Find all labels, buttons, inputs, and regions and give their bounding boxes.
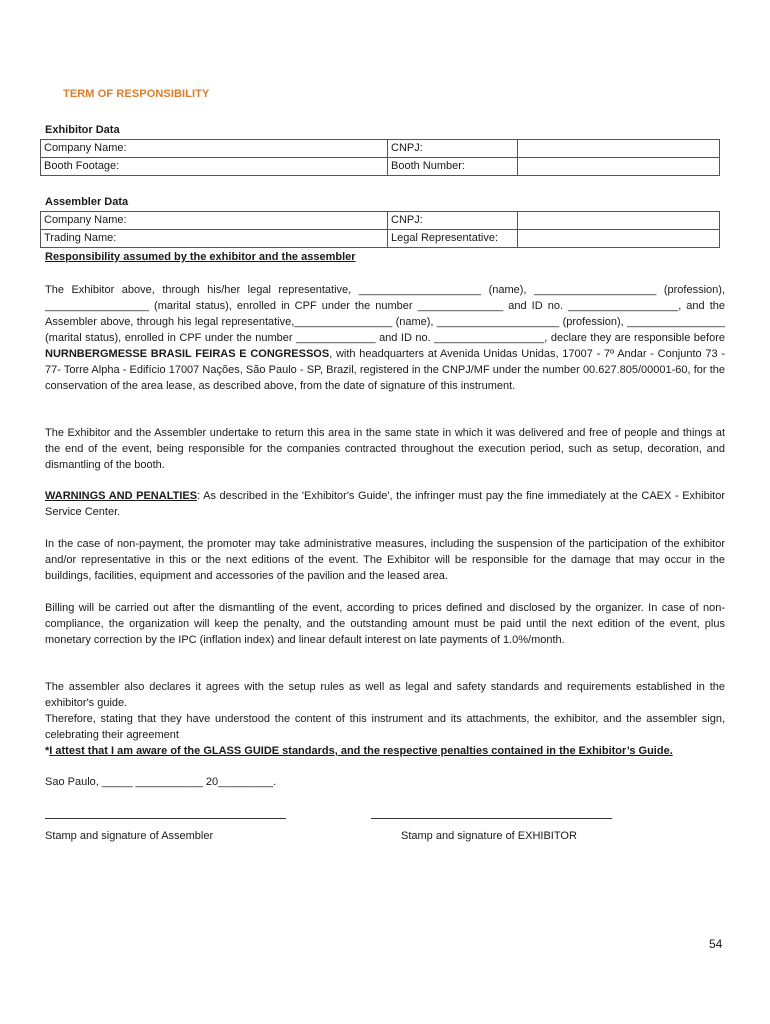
table-row [41,230,720,248]
attest-star: * [45,745,50,757]
assembler-legal-representative-label: Legal Representative: [388,230,518,248]
non-payment-paragraph: In the case of non-payment, the promoter may take administrative measures, including the suspension of the participation of the exhibitor and/or representative in this or the next editions of the event. The Exhibitor will be responsible for the damage that may occur in the buildings, facilities, equipment and accessories of the pavilion and the leased area. [45,538,725,582]
exhibitor-company-name-label: Company Name: [41,140,388,158]
table-row [41,158,720,176]
assembler-signature-line[interactable] [45,818,286,819]
assembler-signature-label: Stamp and signature of Assembler [45,830,214,842]
page-title: TERM OF RESPONSIBILITY [63,88,210,100]
assembler-legal-representative-field[interactable] [518,230,720,248]
attestation-line [45,743,725,759]
exhibitor-booth-number-field[interactable] [518,158,720,176]
assembler-cnpj-field[interactable] [518,212,720,230]
return-area-paragraph: The Exhibitor and the Assembler undertake to return this area in the same state in which it was delivered and free of people and things at the end of the event, being responsible for the companies contracted throughout the execution period, such as setup, decoration, and dismantling of the booth. [45,427,725,471]
agreement-line-1: The assembler also declares it agrees with the setup rules as well as legal and safety standards and requirements established in the exhibitor's guide. [45,681,725,709]
exhibitor-data-heading: Exhibitor Data [45,124,120,136]
exhibitor-signature-line[interactable] [371,818,612,819]
agreement-line-2: Therefore, stating that they have understood the content of this instrument and its attachments, the exhibitor, and the assembler sign, celebrating their agreement [45,713,725,741]
attestation-text: I attest that I am aware of the GLASS GUIDE standards, and the respective penalties contained in the Exhibitor’s Guide. [49,745,673,757]
exhibitor-cnpj-label: CNPJ: [388,140,518,158]
assembler-data-heading: Assembler Data [45,196,129,208]
agreement-paragraph [45,679,725,759]
exhibitor-booth-number-label: Booth Number: [388,158,518,176]
exhibitor-booth-footage-label: Booth Footage: [41,158,388,176]
exhibitor-cnpj-field[interactable] [518,140,720,158]
company-name-bold: NURNBERGMESSE BRASIL FEIRAS E CONGRESSOS [45,348,330,360]
responsibility-heading: Responsibility assumed by the exhibitor and the assembler [45,251,356,263]
declaration-paragraph [45,282,725,394]
table-row [41,140,720,158]
billing-paragraph: Billing will be carried out after the dismantling of the event, according to prices defined and disclosed by the organizer. In case of non-compliance, the organization will keep the penalty, and the outstanding amount must be paid until the next edition of the event, plus monetary correction by the IPC (inflation index) and linear default interest on late payments of 1.0%/month. [45,602,725,646]
warnings-label: WARNINGS AND PENALTIES [45,490,198,502]
exhibitor-signature-label: Stamp and signature of EXHIBITOR [401,830,577,842]
date-line: Sao Paulo, _____ ___________ 20_________. [45,776,277,788]
assembler-company-name-label: Company Name: [41,212,388,230]
declaration-text: The Exhibitor above, through his/her legal representative, ____________________ (name), ____________________ (profession), _________________ (marital status), enrolled in CPF under the number ______________ and ID no. __________________, and the Assembler above, through his legal representative,________________ (name), ____________________ (profession), ________________ (marital status), enrolled in CPF under the number _____________ and ID no. __________________, declare they are responsible before [45,284,725,344]
declaration-text-continued: , with headquarters at Avenida Unidas Unidas, 17007 - 7º Andar - Conjunto 73 - 77- Torre Alpha - Edifício 17007 Nações, São Paulo - SP, Brazil, registered in the CNPJ/MF under the number 00.627.805/00001-60, for the conservation of the area lease, as described above, from the date of signature of this instrument. [45,348,725,392]
warnings-paragraph [45,488,725,520]
exhibitor-data-table [40,139,720,176]
table-row [41,212,720,230]
assembler-cnpj-label: CNPJ: [388,212,518,230]
assembler-data-table [40,211,720,248]
assembler-trading-name-label: Trading Name: [41,230,388,248]
page-number: 54 [709,937,723,951]
warnings-text: : As described in the 'Exhibitor's Guide', the infringer must pay the fine immediately at the CAEX - Exhibitor Service Center. [45,490,725,518]
